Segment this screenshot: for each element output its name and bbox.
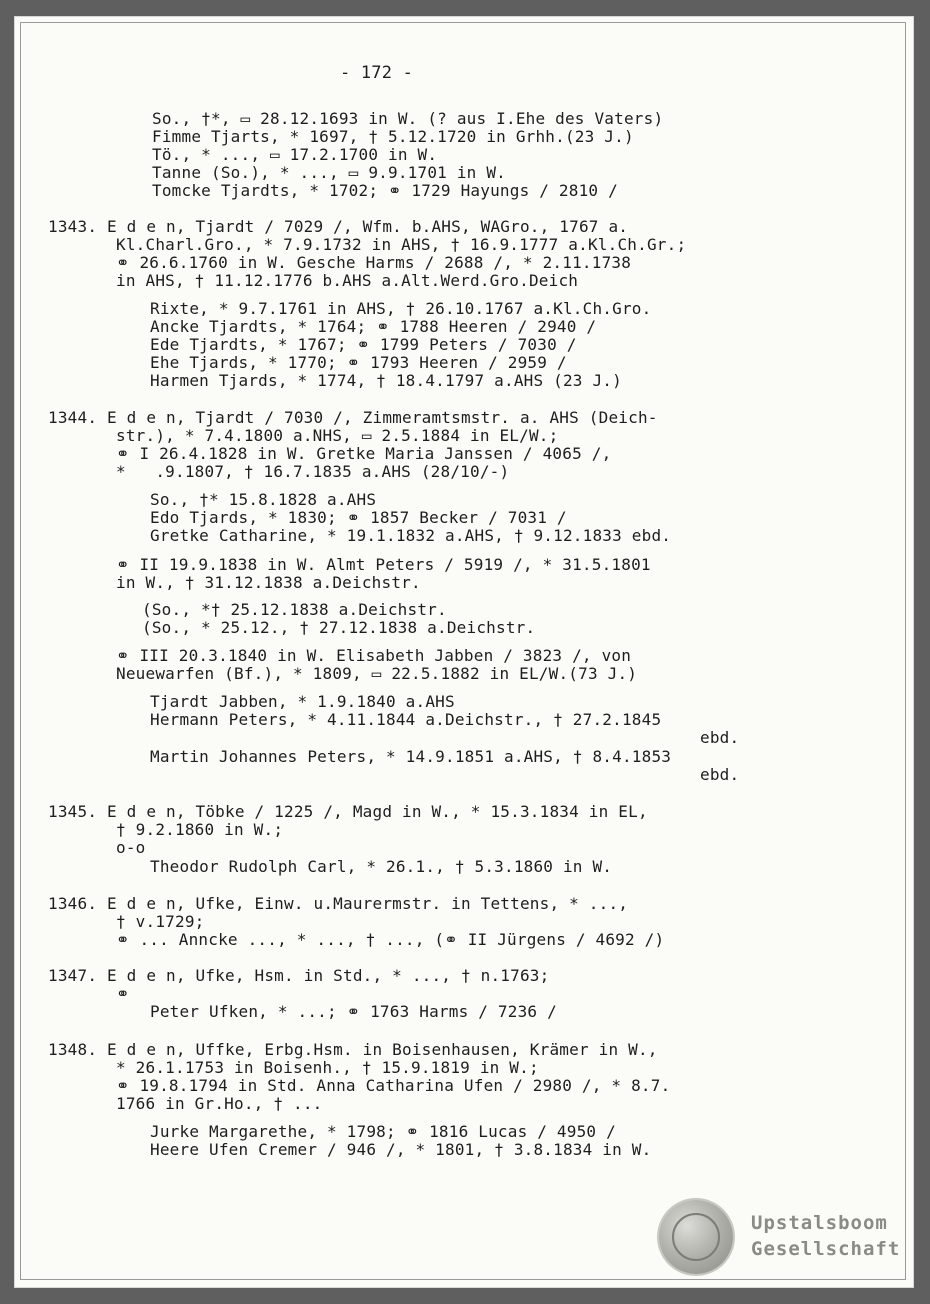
entry-line: † v.1729; (116, 912, 205, 931)
entry-line: ebd. (700, 728, 740, 747)
entry-line: 1766 in Gr.Ho., † ... (116, 1094, 323, 1113)
entry-heading: 1346. E d e n, Ufke, Einw. u.Maurermstr. in Tettens, * ..., (48, 894, 629, 913)
entry-line: Tö., * ..., ▭ 17.2.1700 in W. (152, 145, 438, 164)
entry-line: Theodor Rudolph Carl, * 26.1., † 5.3.1860 in W. (150, 857, 613, 876)
entry-line: † 9.2.1860 in W.; (116, 820, 284, 839)
entry-line: Kl.Charl.Gro., * 7.9.1732 in AHS, † 16.9.1777 a.Kl.Ch.Gr.; (116, 235, 687, 254)
entry-line: Martin Johannes Peters, * 14.9.1851 a.AHS, † 8.4.1853 (150, 747, 672, 766)
entry-line: (So., *† 25.12.1838 a.Deichstr. (142, 600, 447, 619)
entry-line: Jurke Margarethe, * 1798; ⚭ 1816 Lucas / 4950 / (150, 1122, 616, 1141)
entry-heading: 1348. E d e n, Uffke, Erbg.Hsm. in Boisenhausen, Krämer in W., (48, 1040, 658, 1059)
entry-line: ⚭ 19.8.1794 in Std. Anna Catharina Ufen / 2980 /, * 8.7. (116, 1076, 671, 1095)
logo-line-2: Gesellschaft (751, 1238, 901, 1260)
entry-line: ⚭ III 20.3.1840 in W. Elisabeth Jabben / 3823 /, von (116, 646, 632, 665)
entry-line: Tanne (So.), * ..., ▭ 9.9.1701 in W. (152, 163, 506, 182)
document-page (14, 16, 914, 1288)
entry-line: o-o (116, 838, 146, 857)
entry-line: Edo Tjards, * 1830; ⚭ 1857 Becker / 7031 / (150, 508, 567, 527)
publisher-logo (659, 1196, 904, 1276)
entry-line: str.), * 7.4.1800 a.NHS, ▭ 2.5.1884 in EL/W.; (116, 426, 559, 445)
logo-line-1: Upstalsboom (751, 1212, 888, 1234)
seal-icon (659, 1200, 733, 1274)
entry-line: Gretke Catharine, * 19.1.1832 a.AHS, † 9.12.1833 ebd. (150, 526, 672, 545)
entry-line: Tjardt Jabben, * 1.9.1840 a.AHS (150, 692, 455, 711)
entry-line: * 26.1.1753 in Boisenh., † 15.9.1819 in W.; (116, 1058, 539, 1077)
seal-inner-ring (672, 1213, 720, 1261)
entry-line: Harmen Tjards, * 1774, † 18.4.1797 a.AHS (23 J.) (150, 371, 622, 390)
entry-heading: 1345. E d e n, Töbke / 1225 /, Magd in W., * 15.3.1834 in EL, (48, 802, 648, 821)
entry-line: ⚭ (116, 984, 130, 1003)
entry-line: Heere Ufen Cremer / 946 /, * 1801, † 3.8.1834 in W. (150, 1140, 652, 1159)
entry-line: Ancke Tjardts, * 1764; ⚭ 1788 Heeren / 2940 / (150, 317, 597, 336)
entry-line: in W., † 31.12.1838 a.Deichstr. (116, 573, 421, 592)
entry-line: ⚭ I 26.4.1828 in W. Gretke Maria Janssen / 4065 /, (116, 444, 612, 463)
entry-line: ⚭ ... Anncke ..., * ..., † ..., (⚭ II Jürgens / 4692 /) (116, 930, 665, 949)
entry-heading: 1343. E d e n, Tjardt / 7029 /, Wfm. b.AHS, WAGro., 1767 a. (48, 217, 629, 236)
entry-heading: 1347. E d e n, Ufke, Hsm. in Std., * ..., † n.1763; (48, 966, 550, 985)
entry-line: Ehe Tjards, * 1770; ⚭ 1793 Heeren / 2959 / (150, 353, 567, 372)
entry-line: So., †*, ▭ 28.12.1693 in W. (? aus I.Ehe des Vaters) (152, 109, 664, 128)
entry-line: Neuewarfen (Bf.), * 1809, ▭ 22.5.1882 in EL/W.(73 J.) (116, 664, 638, 683)
entry-line: ⚭ II 19.9.1838 in W. Almt Peters / 5919 /, * 31.5.1801 (116, 555, 651, 574)
entry-line: Rixte, * 9.7.1761 in AHS, † 26.10.1767 a.Kl.Ch.Gro. (150, 299, 652, 318)
entry-line: Ede Tjardts, * 1767; ⚭ 1799 Peters / 7030 / (150, 335, 577, 354)
entry-line: (So., * 25.12., † 27.12.1838 a.Deichstr. (142, 618, 536, 637)
entry-line: Tomcke Tjardts, * 1702; ⚭ 1729 Hayungs / 2810 / (152, 181, 618, 200)
entry-heading: 1344. E d e n, Tjardt / 7030 /, Zimmeramtsmstr. a. AHS (Deich- (48, 408, 658, 427)
entry-line: * .9.1807, † 16.7.1835 a.AHS (28/10/-) (116, 462, 510, 481)
entry-line: Fimme Tjarts, * 1697, † 5.12.1720 in Grhh.(23 J.) (152, 127, 634, 146)
entry-line: Peter Ufken, * ...; ⚭ 1763 Harms / 7236 / (150, 1002, 557, 1021)
entry-line: Hermann Peters, * 4.11.1844 a.Deichstr., † 27.2.1845 (150, 710, 662, 729)
entry-line: ⚭ 26.6.1760 in W. Gesche Harms / 2688 /, * 2.11.1738 (116, 253, 632, 272)
entry-line: ebd. (700, 765, 740, 784)
page-number: - 172 - (340, 63, 414, 83)
entry-line: in AHS, † 11.12.1776 b.AHS a.Alt.Werd.Gro.Deich (116, 271, 579, 290)
entry-line: So., †* 15.8.1828 a.AHS (150, 490, 377, 509)
